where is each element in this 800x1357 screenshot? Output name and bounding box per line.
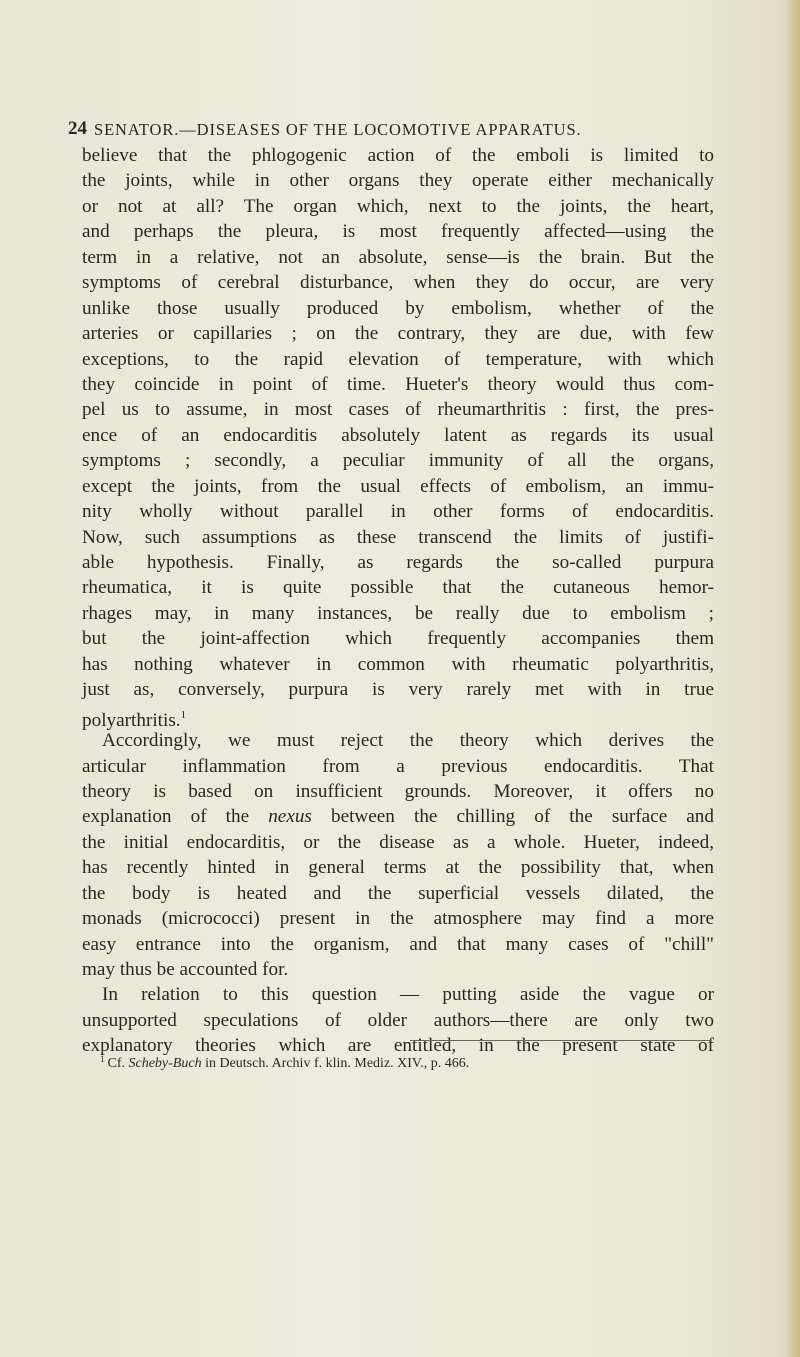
text-line: except the joints, from the usual effects of embolism, an immu-: [82, 475, 714, 497]
text-line: pel us to assume, in most cases of rheumarthritis : first, the pres-: [82, 399, 714, 421]
text-line: able hypothesis. Finally, as regards the so-called purpura: [82, 552, 714, 573]
text-line: may thus be accounted for.: [82, 959, 289, 980]
text-line: the initial endocarditis, or the disease as a whole. Hueter, indeed,: [82, 831, 714, 853]
text-line: they coincide in point of time. Hueter's theory would thus com-: [82, 373, 714, 395]
italic-term: nexus: [268, 806, 312, 828]
text-line: and perhaps the pleura, is most frequently affected—using the: [82, 221, 714, 243]
footnote-citation: in Deutsch. Archiv f. klin. Mediz. XIV., p. 466.: [201, 1056, 470, 1071]
text-line: articular inflammation from a previous endocarditis. That: [82, 755, 714, 777]
text-line: unlike those usually produced by embolism, whether of the: [82, 297, 714, 319]
text-line: explanatory theories which are entitled, in the present state of: [82, 1035, 714, 1057]
text-line: unsupported speculations of older authors—there are only two: [82, 1009, 714, 1031]
text-line: ence of an endocarditis absolutely latent as regards its usual: [82, 424, 714, 446]
footnote-mark: 1: [100, 1054, 105, 1064]
text-line: easy entrance into the organism, and that many cases of "chill": [82, 933, 714, 955]
text-line: just as, conversely, purpura is very rarely met with in true: [82, 679, 714, 701]
footnote-author: Scheby-Buch: [128, 1056, 202, 1071]
text-line: believe that the phlogogenic action of the emboli is limited to: [82, 145, 714, 166]
text-line: nity wholly without parallel in other forms of endocarditis.: [82, 501, 714, 523]
page-edge-shading: [786, 0, 800, 1357]
text-line: symptoms of cerebral disturbance, when they do occur, are very: [82, 272, 714, 294]
text-line: monads (micrococci) present in the atmosphere may find a more: [82, 908, 714, 930]
text-line: theory is based on insufficient grounds. Moreover, it offers no: [82, 780, 714, 802]
running-head: [68, 118, 708, 142]
text-line: has nothing whatever in common with rheumatic polyarthritis,: [82, 653, 714, 675]
text-line: has recently hinted in general terms at the possibility that, when: [82, 857, 714, 879]
paragraph-end-text: polyarthritis.: [82, 709, 181, 731]
text-line: term in a relative, not an absolute, sense—is the brain. But the: [82, 246, 714, 268]
text-line: rheumatica, it is quite possible that the cutaneous hemor-: [82, 577, 714, 599]
text-line: the body is heated and the superficial vessels dilated, the: [82, 882, 714, 904]
text-line: the joints, while in other organs they operate either mechanically: [82, 170, 714, 192]
footnote-divider: [410, 1040, 712, 1041]
text-line: Now, such assumptions as these transcend the limits of justifi-: [82, 526, 714, 548]
footnote-prefix: Cf.: [107, 1056, 129, 1071]
text-segment: between the chilling of the surface and: [311, 806, 714, 828]
text-segment: explanation of the: [82, 806, 269, 828]
running-head-title: SENATOR.—DISEASES OF THE LOCOMOTIVE APPARATUS.: [94, 120, 582, 139]
footnote: [100, 1050, 469, 1073]
text-line: [82, 703, 714, 731]
text-line: exceptions, to the rapid elevation of temperature, with which: [82, 348, 714, 370]
text-line: Accordingly, we must reject the theory which derives the: [102, 730, 714, 752]
footnote-reference[interactable]: 1: [180, 708, 187, 721]
text-line: or not at all? The organ which, next to the joints, the heart,: [82, 195, 714, 217]
page-number: 24: [68, 118, 87, 139]
text-line: arteries or capillaries ; on the contrary, they are due, with few: [82, 323, 714, 345]
text-line: symptoms ; secondly, a peculiar immunity of all the organs,: [82, 450, 714, 472]
text-line: In relation to this question — putting aside the vague or: [102, 984, 714, 1006]
text-line: rhages may, in many instances, be really due to embolism ;: [82, 602, 714, 624]
body-text: [82, 143, 714, 1059]
text-line: but the joint-affection which frequently accompanies them: [82, 628, 714, 650]
text-line: [82, 804, 714, 829]
